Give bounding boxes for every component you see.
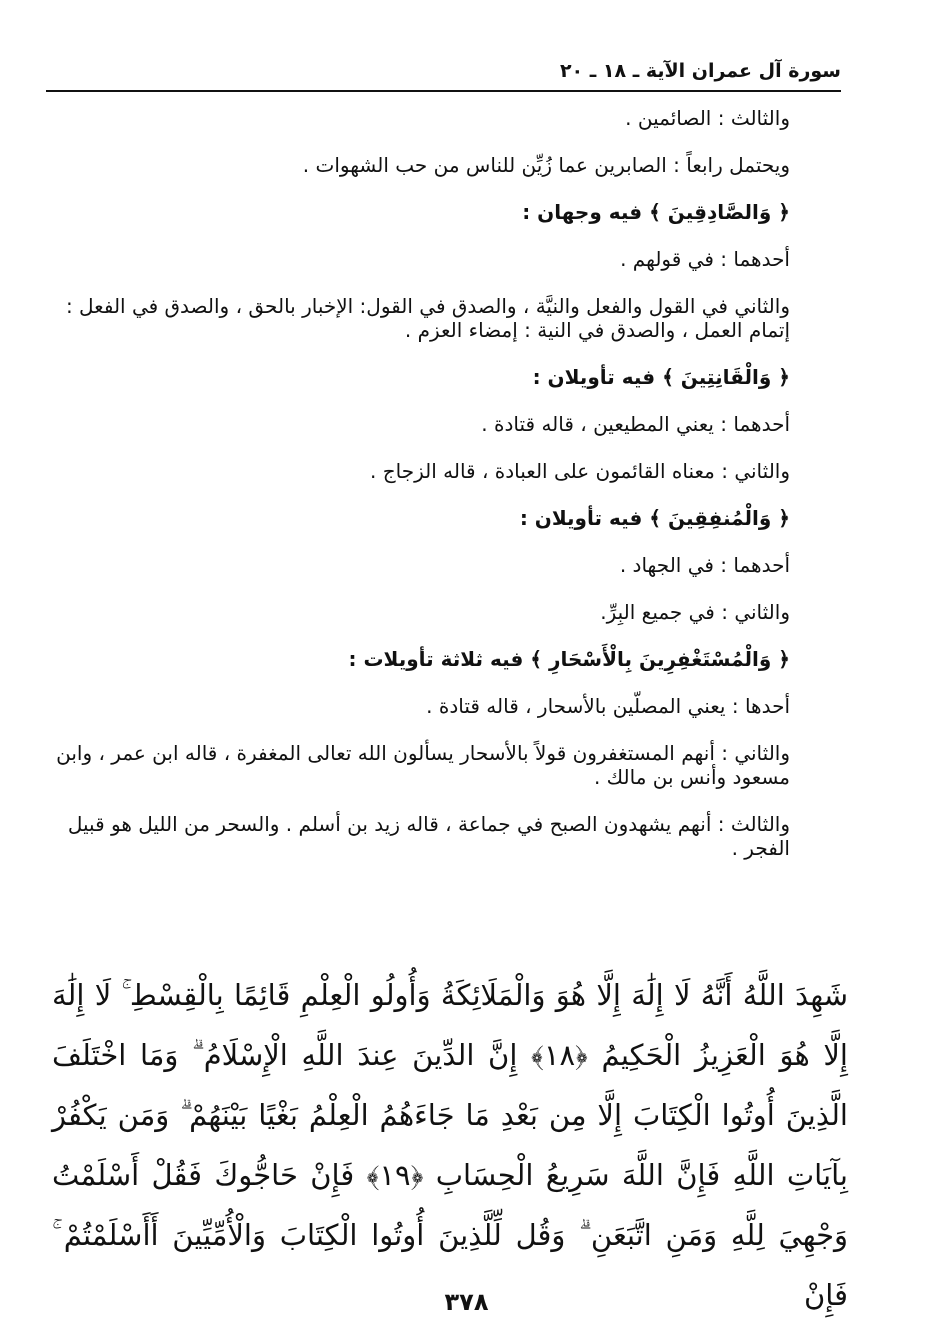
paragraph: والثالث : الصائمين .: [625, 106, 790, 130]
running-header: [46, 58, 841, 92]
paragraph: أحدهما : يعني المطيعين ، قاله قتادة .: [481, 412, 790, 436]
paragraph: والثاني : في جميع البِرِّ.: [600, 600, 790, 624]
header-title: سورة آل عمران الآية ـ ١٨ ـ ٢٠: [559, 60, 841, 82]
paragraph: والثاني : معناه القائمون على العبادة ، قاله الزجاج .: [370, 459, 790, 483]
page-number: ٣٧٨: [444, 1288, 489, 1316]
quran-word-heading: ﴿ وَالْمُنفِقِينَ ﴾ فيه تأويلان :: [519, 506, 790, 530]
paragraph: أحدهما : في قولهم .: [620, 247, 790, 271]
paragraph: والثاني : أنهم المستغفرون قولاً بالأسحار يسألون الله تعالى المغفرة ، قاله ابن عمر ، وابن مسعود وأنس بن مالك .: [56, 741, 790, 789]
quran-word-heading: ﴿ وَالْمُسْتَغْفِرِينَ بِالْأَسْحَارِ ﴾ فيه ثلاثة تأويلات :: [348, 647, 790, 671]
paragraph: أحدها : يعني المصلّين بالأسحار ، قاله قتادة .: [426, 694, 790, 718]
commentary-text: [46, 106, 846, 883]
quran-verse-block: شَهِدَ اللَّهُ أَنَّهُ لَا إِلَٰهَ إِلَّا هُوَ وَالْمَلَائِكَةُ وَأُولُو الْعِلْمِ قَائِمًا بِالْقِسْطِ ۚ لَا إِلَٰهَ إِلَّا هُوَ الْعَزِيزُ الْحَكِيمُ ﴿١٨﴾ إِنَّ الدِّينَ عِندَ اللَّهِ الْإِسْلَامُ ۗ وَمَا اخْتَلَفَ الَّذِينَ أُوتُوا الْكِتَابَ إِلَّا مِن بَعْدِ مَا جَاءَهُمُ الْعِلْمُ بَغْيًا بَيْنَهُمْ ۗ وَمَن يَكْفُرْ بِآيَاتِ اللَّهِ فَإِنَّ اللَّهَ سَرِيعُ الْحِسَابِ ﴿١٩﴾ فَإِنْ حَاجُّوكَ فَقُلْ أَسْلَمْتُ وَجْهِيَ لِلَّهِ وَمَنِ اتَّبَعَنِ ۗ وَقُل لِّلَّذِينَ أُوتُوا الْكِتَابَ وَالْأُمِّيِّينَ أَأَسْلَمْتُمْ ۚ فَإِنْ: [52, 978, 849, 1312]
paragraph: والثالث : أنهم يشهدون الصبح في جماعة ، قاله زيد بن أسلم . والسحر من الليل هو قبيل الفجر .: [67, 812, 790, 860]
quran-word-heading: ﴿ وَالصَّادِقِينَ ﴾ فيه وجهان :: [522, 200, 790, 224]
paragraph: والثاني في القول والفعل والنيَّة ، والصدق في القول: الإخبار بالحق ، والصدق في الفعل : إتمام العمل ، والصدق في النية : إمضاء العزم .: [65, 294, 790, 342]
paragraph: أحدهما : في الجهاد .: [619, 553, 790, 577]
quran-word-heading: ﴿ وَالْقَانِتِينَ ﴾ فيه تأويلان :: [532, 365, 790, 389]
paragraph: ويحتمل رابعاً : الصابرين عما زُيِّن للناس من حب الشهوات .: [302, 153, 790, 177]
